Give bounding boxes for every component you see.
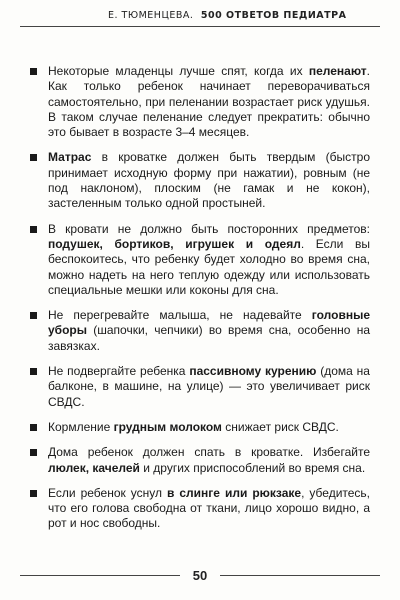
item-text: в кроватке должен быть твердым (быстро принимает исходную форму при нажатии), ровным (не под наклоном), плоским (не гамак и не кокон), застеленным только одной простыней. [48, 150, 370, 211]
bullet-square-icon [30, 68, 37, 75]
list-item [30, 150, 370, 211]
item-text: Не перегревайте малыша, не надевайте [48, 308, 312, 323]
emphasized-text: грудным молоком [113, 419, 222, 434]
page-number: 50 [192, 568, 208, 583]
bullet-square-icon [30, 226, 37, 233]
bullet-list [30, 64, 370, 542]
bullet-square-icon [30, 368, 37, 375]
bullet-square-icon [30, 490, 37, 497]
item-text: Если ребенок уснул [48, 485, 167, 500]
item-text: Дома ребенок должен спать в кроватке. Избегайте [48, 445, 370, 460]
list-item [30, 308, 370, 354]
footer-rule-left [20, 575, 180, 576]
running-header [108, 10, 348, 21]
list-item [30, 64, 370, 140]
bullet-square-icon [30, 312, 37, 319]
list-item [30, 486, 370, 532]
list-item [30, 364, 370, 410]
item-text: снижает риск СВДС. [221, 419, 339, 434]
emphasized-text: головные уборы [48, 308, 370, 338]
emphasized-text: пеленают [308, 64, 367, 78]
emphasized-text: люлек, качелей [48, 460, 140, 475]
item-text: . Как только ребенок начинает переворачиваться самостоятельно, при пеленании возрастает риск удушья. В таком случае пеленание следует прекратить: обычно это бывает в возрасте 3–4 месяцев. [48, 64, 370, 140]
item-text: (шапочки, чепчики) во время сна, особенно на завязках. [48, 323, 370, 353]
header-rule [20, 26, 380, 27]
emphasized-text: подушек, бортиков, игрушек и одеял [48, 236, 301, 251]
bullet-square-icon [30, 449, 37, 456]
list-item [30, 445, 370, 476]
footer-rule-right [220, 575, 380, 576]
emphasized-text: в слинге или рюкзаке [166, 485, 302, 500]
page-footer [20, 566, 380, 586]
item-text: , убедитесь, что его голова свободна от ткани, лицо хорошо видно, а рот и нос свободны. [48, 485, 371, 531]
header-author: Е. ТЮМЕНЦЕВА. [108, 10, 194, 21]
item-text: (дома на балконе, в машине, на улице) — это увеличивает риск СВДС. [48, 364, 370, 409]
emphasized-text: пассивному курению [189, 364, 317, 379]
emphasized-text: Матрас [48, 150, 92, 165]
bullet-square-icon [30, 424, 37, 431]
item-text: . Если вы беспокоитесь, что ребенку будет холодно во время сна, можно надеть на него теплую одежду или использовать специальные мешки или коконы для сна. [48, 236, 370, 297]
bullet-square-icon [30, 154, 37, 161]
item-text: Не подвергайте ребенка [48, 364, 190, 379]
header-book-title: 500 ОТВЕТОВ ПЕДИАТРА [200, 10, 347, 21]
item-text: Некоторые младенцы лучше спят, когда их [48, 64, 309, 78]
item-text: и других приспособлений во время сна. [139, 460, 366, 475]
item-text: В кровати не должно быть посторонних предметов: [48, 221, 370, 236]
list-item [30, 222, 370, 298]
item-text: Кормление [48, 419, 114, 434]
list-item [30, 420, 370, 435]
